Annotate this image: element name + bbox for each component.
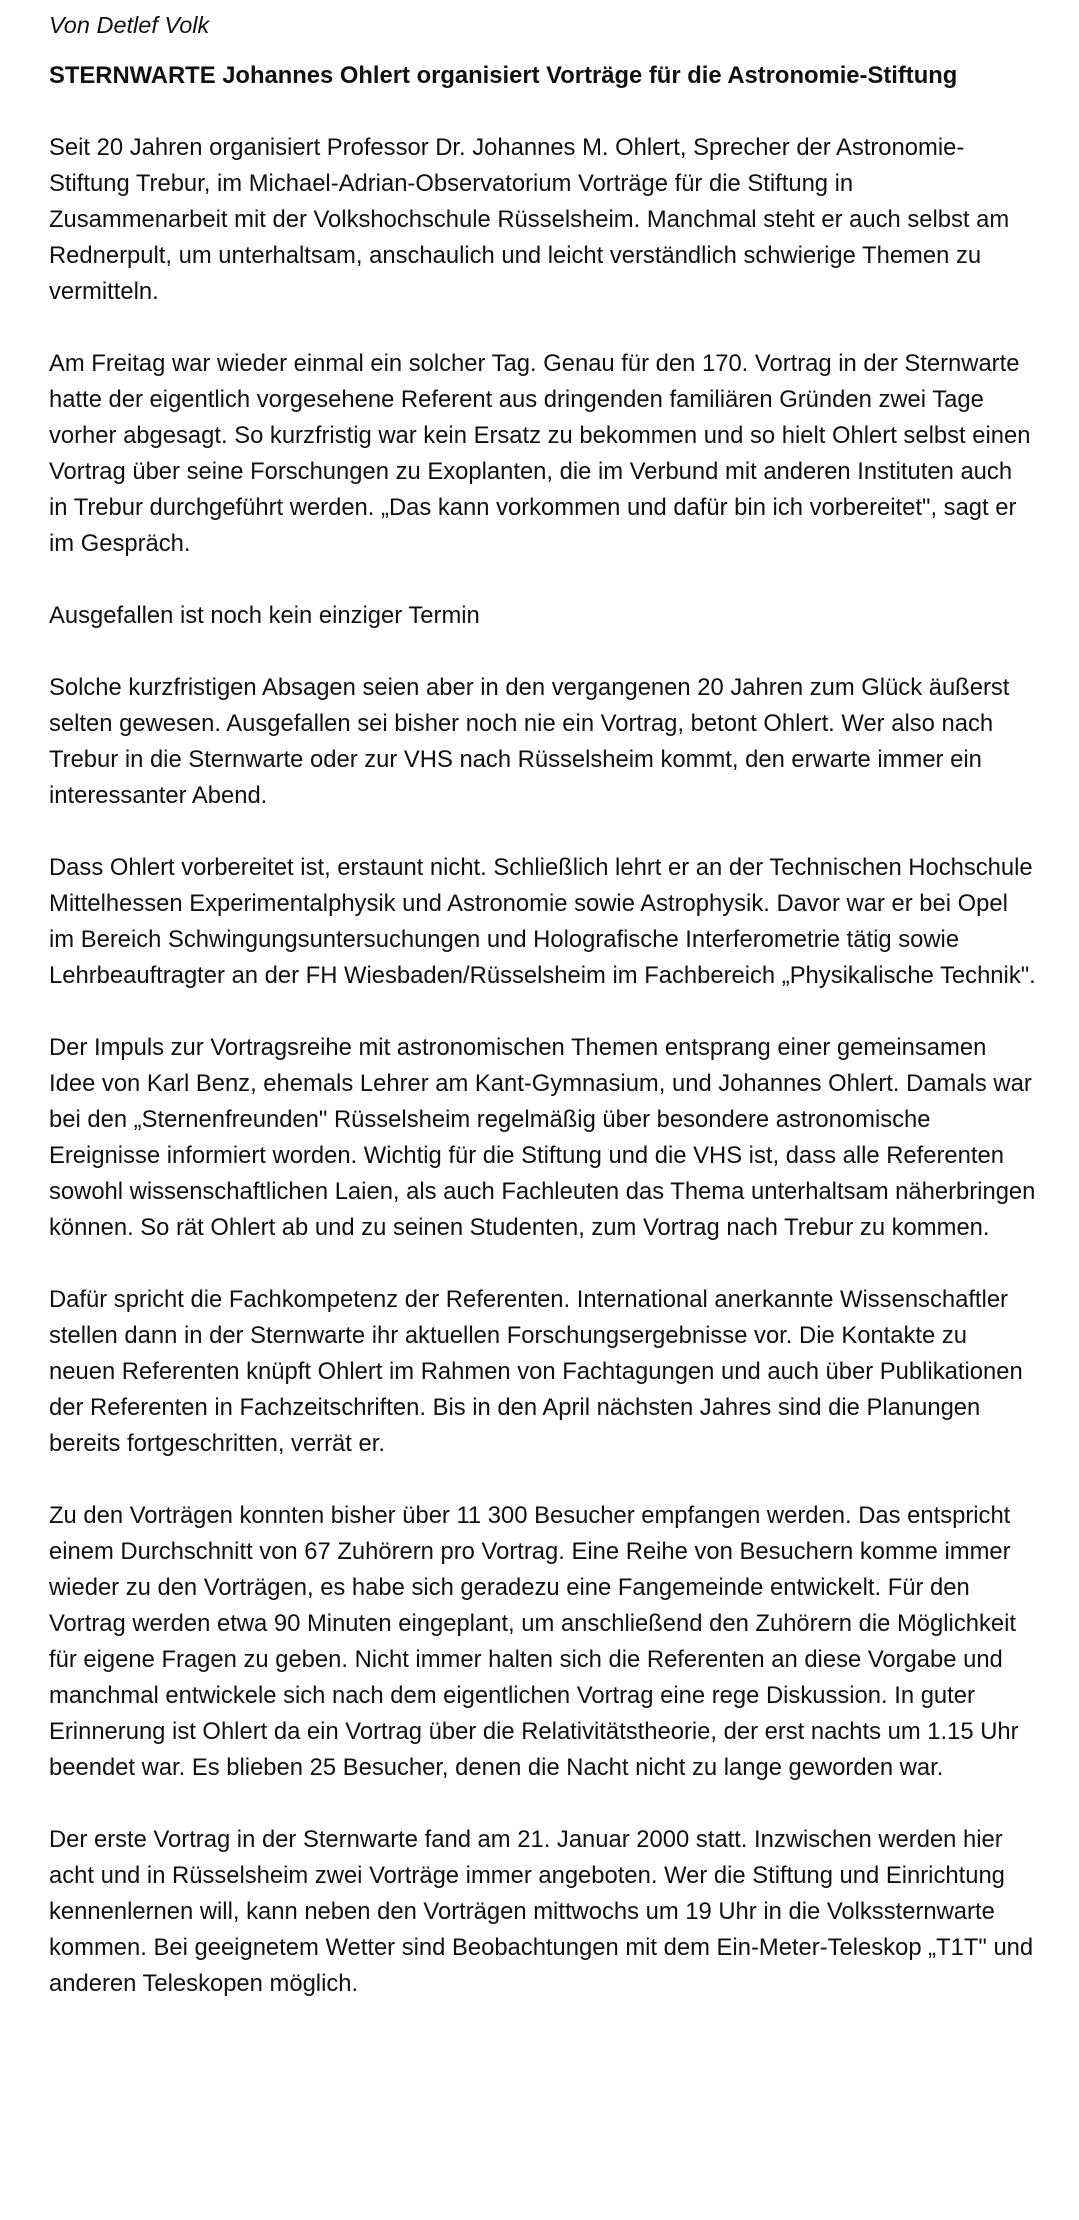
paragraph-first-talk: Der erste Vortrag in der Sternwarte fand am 21. Januar 2000 statt. Inzwischen werden hier acht und in Rüsselsheim zwei Vorträge immer angeboten. Wer die Stiftung und Einrichtung kennenlernen will, kann neben den Vorträgen mittwochs um 19 Uhr in die Volkssternwarte kommen. Bei geeignetem Wetter sind Beobachtungen mit dem Ein-Meter-Teleskop „T1T" und anderen Teleskopen möglich. — [49, 1826, 1034, 1997]
paragraph-friday-talk: Am Freitag war wieder einmal ein solcher Tag. Genau für den 170. Vortrag in der Sternwarte hatte der eigentlich vorgesehene Referent aus dringenden familiären Gründen zwei Tage vorher abgesagt. So kurzfristig war kein Ersatz zu bekommen und so hielt Ohlert selbst einen Vortrag über seine Forschungen zu Exoplanten, die im Verbund mit anderen Instituten auch in Trebur durchgeführt werden. „Das kann vorkommen und dafür bin ich vorbereitet", sagt er im Gespräch. — [49, 350, 1031, 557]
paragraph-intro: Seit 20 Jahren organisiert Professor Dr. Johannes M. Ohlert, Sprecher der Astronomie-Stiftung Trebur, im Michael-Adrian-Observatorium Vorträge für die Stiftung in Zusammenarbeit mit der Volkshochschule Rüsselsheim. Manchmal steht er auch selbst am Rednerpult, um unterhaltsam, anschaulich und leicht verständlich schwierige Themen zu vermitteln. — [49, 134, 1010, 305]
paragraph-background: Dass Ohlert vorbereitet ist, erstaunt nicht. Schließlich lehrt er an der Technischen Hochschule Mittelhessen Experimentalphysik und Astronomie sowie Astrophysik. Davor war er bei Opel im Bereich Schwingungsuntersuchungen und Holografische Interferometrie tätig sowie Lehrbeauftragter an der FH Wiesbaden/Rüsselsheim im Fachbereich „Physikalische Technik". — [49, 854, 1036, 989]
article-headline: STERNWARTE Johannes Ohlert organisiert Vorträge für die Astronomie-Stiftung — [49, 62, 958, 89]
paragraph-origin: Der Impuls zur Vortragsreihe mit astronomischen Themen entsprang einer gemeinsamen Idee von Karl Benz, ehemals Lehrer am Kant-Gymnasium, und Johannes Ohlert. Damals war bei den „Sternenfreunden" Rüsselsheim regelmäßig über besondere astronomische Ereignisse informiert worden. Wichtig für die Stiftung und die VHS ist, dass alle Referenten sowohl wissenschaftlichen Laien, als auch Fachleuten das Thema unterhaltsam näherbringen können. So rät Ohlert ab und zu seinen Studenten, zum Vortrag nach Trebur zu kommen. — [49, 1034, 1036, 1241]
paragraph-speakers: Dafür spricht die Fachkompetenz der Referenten. International anerkannte Wissenschaftler stellen dann in der Sternwarte ihr aktuellen Forschungsergebnisse vor. Die Kontakte zu neuen Referenten knüpft Ohlert im Rahmen von Fachtagungen und auch über Publikationen der Referenten in Fachzeitschriften. Bis in den April nächsten Jahres sind die Planungen bereits fortgeschritten, verrät er. — [49, 1286, 1023, 1457]
subheading: Ausgefallen ist noch kein einziger Termin — [49, 602, 480, 629]
paragraph-visitors: Zu den Vorträgen konnten bisher über 11 300 Besucher empfangen werden. Das entspricht einem Durchschnitt von 67 Zuhörern pro Vortrag. Eine Reihe von Besuchern komme immer wieder zu den Vorträgen, es habe sich geradezu eine Fangemeinde entwickelt. Für den Vortrag werden etwa 90 Minuten eingeplant, um anschließend den Zuhörern die Möglichkeit für eigene Fragen zu geben. Nicht immer halten sich die Referenten an diese Vorgabe und manchmal entwickele sich nach dem eigentlichen Vortrag eine rege Diskussion. In guter Erinnerung ist Ohlert da ein Vortrag über die Relativitätstheorie, der erst nachts um 1.15 Uhr beendet war. Es blieben 25 Besucher, denen die Nacht nicht zu lange geworden war. — [49, 1502, 1019, 1781]
paragraph-cancellations: Solche kurzfristigen Absagen seien aber in den vergangenen 20 Jahren zum Glück äußerst selten gewesen. Ausgefallen sei bisher noch nie ein Vortrag, betont Ohlert. Wer also nach Trebur in die Sternwarte oder zur VHS nach Rüsselsheim kommt, den erwarte immer ein interessanter Abend. — [49, 674, 1010, 809]
author-byline: Von Detlef Volk — [49, 12, 210, 38]
